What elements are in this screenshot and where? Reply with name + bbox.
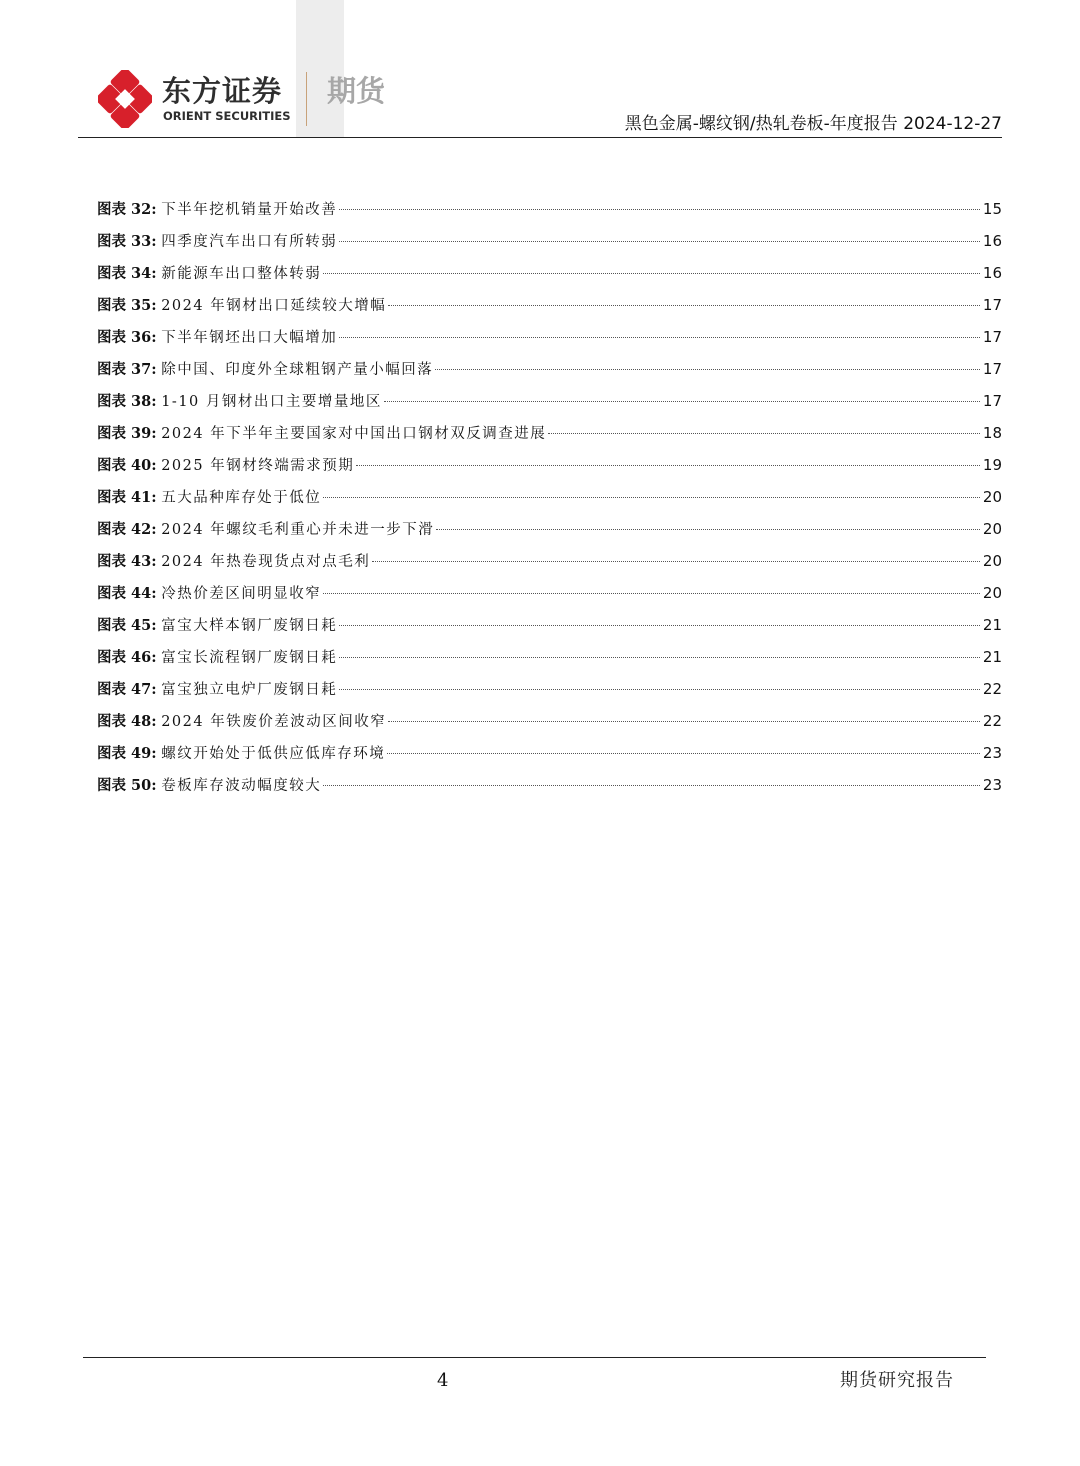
header-gray-band [296,0,344,138]
toc-entry-title: 新能源车出口整体转弱 [161,266,322,282]
toc-entry-page: 22 [982,712,1002,730]
toc-dot-leader [372,561,980,562]
toc-dot-leader [387,753,980,754]
toc-entry-page: 23 [982,744,1002,762]
toc-entry-page: 20 [982,488,1002,506]
toc-entry-page: 21 [982,616,1002,634]
toc-entry-label: 图表 47: [97,681,157,698]
toc-entry-page: 17 [982,360,1002,378]
toc-entry[interactable] [97,388,1002,420]
toc-entry-label: 图表 48: [97,713,157,730]
toc-entry-page: 20 [982,552,1002,570]
toc-dot-leader [388,305,980,306]
toc-entry-page: 21 [982,648,1002,666]
toc-entry-label: 图表 34: [97,265,157,282]
toc-dot-leader [323,785,980,786]
toc-entry-page: 17 [982,328,1002,346]
toc-entry-label: 图表 40: [97,457,157,474]
toc-dot-leader [388,721,980,722]
toc-entry-label: 图表 37: [97,361,157,378]
page-number: 4 [437,1370,449,1391]
figure-list [97,196,1002,804]
toc-entry-label: 图表 50: [97,777,157,794]
toc-entry[interactable] [97,292,1002,324]
toc-entry-title: 2024 年下半年主要国家对中国出口钢材双反调查进展 [161,426,547,442]
toc-entry[interactable] [97,548,1002,580]
toc-dot-leader [384,401,980,402]
toc-entry-title: 2024 年铁废价差波动区间收窄 [161,714,387,730]
toc-entry-page: 16 [982,264,1002,282]
toc-entry-page: 22 [982,680,1002,698]
toc-entry-title: 五大品种库存处于低位 [161,490,322,506]
toc-entry-label: 图表 46: [97,649,157,666]
toc-entry-title: 下半年挖机销量开始改善 [161,202,338,218]
toc-entry[interactable] [97,228,1002,260]
toc-entry-title: 富宝独立电炉厂废钢日耗 [161,682,338,698]
toc-entry-page: 20 [982,520,1002,538]
toc-dot-leader [339,689,980,690]
toc-entry-title: 螺纹开始处于低供应低库存环境 [161,746,386,762]
toc-entry[interactable] [97,452,1002,484]
toc-entry-label: 图表 44: [97,585,157,602]
toc-entry-page: 18 [982,424,1002,442]
toc-entry-title: 2025 年钢材终端需求预期 [161,458,355,474]
orient-securities-logo-icon [98,70,152,128]
toc-entry-page: 17 [982,392,1002,410]
toc-entry[interactable] [97,484,1002,516]
toc-dot-leader [356,465,980,466]
toc-dot-leader [323,593,980,594]
toc-entry-label: 图表 36: [97,329,157,346]
toc-entry-title: 卷板库存波动幅度较大 [161,778,322,794]
toc-entry-label: 图表 39: [97,425,157,442]
toc-dot-leader [435,369,980,370]
toc-dot-leader [339,625,980,626]
toc-entry[interactable] [97,196,1002,228]
toc-entry-title: 富宝大样本钢厂废钢日耗 [161,618,338,634]
toc-entry-label: 图表 32: [97,201,157,218]
toc-dot-leader [339,657,980,658]
toc-entry-title: 除中国、印度外全球粗钢产量小幅回落 [161,362,434,378]
toc-entry-title: 2024 年钢材出口延续较大增幅 [161,298,387,314]
toc-entry-page: 19 [982,456,1002,474]
toc-entry[interactable] [97,708,1002,740]
toc-entry-title: 2024 年螺纹毛利重心并未进一步下滑 [161,522,435,538]
toc-entry-page: 20 [982,584,1002,602]
report-title: 黑色金属-螺纹钢/热轧卷板-年度报告 2024-12-27 [624,114,1002,134]
toc-entry[interactable] [97,772,1002,804]
logo-divider [306,72,307,126]
toc-entry[interactable] [97,260,1002,292]
toc-dot-leader [339,241,980,242]
toc-entry-page: 23 [982,776,1002,794]
toc-entry-page: 16 [982,232,1002,250]
toc-entry-page: 15 [982,200,1002,218]
footer-rule [83,1357,986,1358]
toc-entry-page: 17 [982,296,1002,314]
toc-dot-leader [339,209,980,210]
header-rule [78,137,1002,138]
toc-entry[interactable] [97,324,1002,356]
toc-entry-label: 图表 33: [97,233,157,250]
toc-entry-title: 富宝长流程钢厂废钢日耗 [161,650,338,666]
toc-entry-label: 图表 43: [97,553,157,570]
toc-entry-title: 2024 年热卷现货点对点毛利 [161,554,371,570]
toc-dot-leader [323,273,980,274]
brand-name-en: ORIENT SECURITIES [163,109,291,123]
toc-entry-label: 图表 41: [97,489,157,506]
toc-entry-label: 图表 42: [97,521,157,538]
toc-entry-title: 1-10 月钢材出口主要增量地区 [161,394,382,410]
toc-entry-label: 图表 49: [97,745,157,762]
toc-entry-title: 四季度汽车出口有所转弱 [161,234,338,250]
toc-entry-label: 图表 38: [97,393,157,410]
toc-entry[interactable] [97,580,1002,612]
toc-entry-label: 图表 35: [97,297,157,314]
brand-name-cn: 东方证券 [162,74,283,108]
division-label: 期货 [327,74,386,108]
toc-entry[interactable] [97,644,1002,676]
toc-dot-leader [323,497,980,498]
toc-entry-title: 冷热价差区间明显收窄 [161,586,322,602]
toc-entry[interactable] [97,740,1002,772]
toc-entry-label: 图表 45: [97,617,157,634]
toc-dot-leader [548,433,980,434]
footer-label: 期货研究报告 [840,1370,954,1391]
toc-entry-title: 下半年钢坯出口大幅增加 [161,330,338,346]
toc-dot-leader [339,337,980,338]
toc-entry[interactable] [97,356,1002,388]
toc-entry[interactable] [97,676,1002,708]
toc-entry[interactable] [97,420,1002,452]
toc-dot-leader [436,529,980,530]
toc-entry[interactable] [97,612,1002,644]
toc-entry[interactable] [97,516,1002,548]
